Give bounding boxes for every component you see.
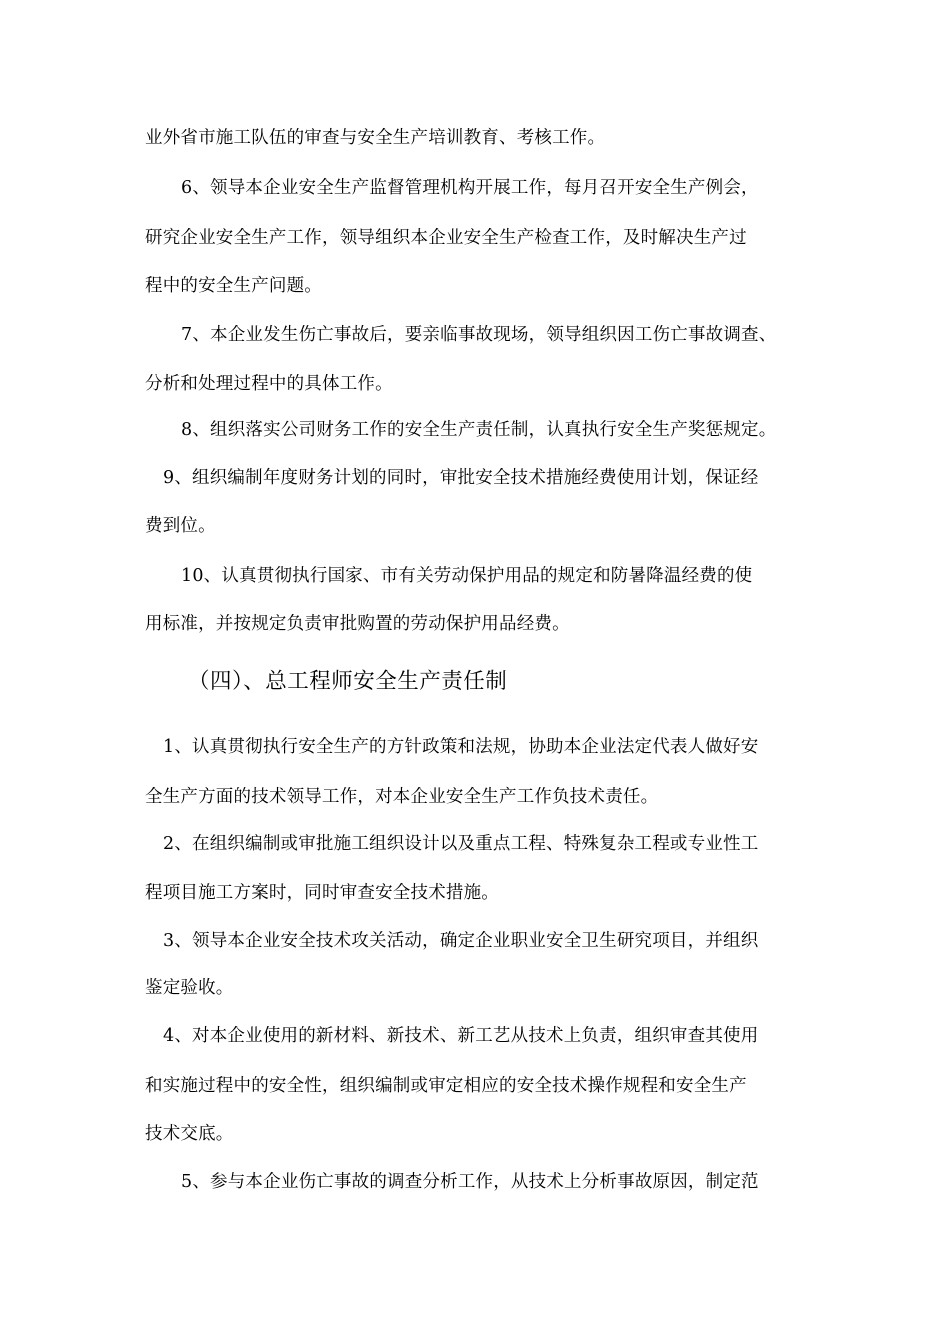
text-line-8: 9、组织编制年度财务计划的同时，审批安全技术措施经费使用计划，保证经: [163, 468, 759, 488]
text-line-4: 程中的安全生产问题。: [145, 276, 322, 296]
section-line-6: 鉴定验收。: [145, 978, 234, 998]
section-line-1: 1、认真贯彻执行安全生产的方针政策和法规，协助本企业法定代表人做好安: [163, 737, 759, 757]
text-line-1: 业外省市施工队伍的审查与安全生产培训教育、考核工作。: [145, 128, 606, 148]
section-heading: （四）、总工程师安全生产责任制: [188, 669, 508, 694]
section-line-3: 2、在组织编制或审批施工组织设计以及重点工程、特殊复杂工程或专业性工: [163, 834, 759, 854]
text-line-9: 费到位。: [145, 516, 216, 536]
section-line-4: 程项目施工方案时，同时审查安全技术措施。: [145, 883, 499, 903]
text-line-5: 7、本企业发生伤亡事故后，要亲临事故现场，领导组织因工伤亡事故调查、: [181, 325, 777, 345]
section-line-8: 和实施过程中的安全性，组织编制或审定相应的安全技术操作规程和安全生产: [145, 1076, 747, 1096]
text-line-2: 6、领导本企业安全生产监督管理机构开展工作，每月召开安全生产例会，: [181, 178, 759, 198]
section-line-5: 3、领导本企业安全技术攻关活动，确定企业职业安全卫生研究项目，并组织: [163, 931, 759, 951]
text-line-11: 用标准，并按规定负责审批购置的劳动保护用品经费。: [145, 614, 570, 634]
section-line-2: 全生产方面的技术领导工作，对本企业安全生产工作负技术责任。: [145, 787, 659, 807]
text-line-7: 8、组织落实公司财务工作的安全生产责任制，认真执行安全生产奖惩规定。: [181, 420, 777, 440]
text-line-3: 研究企业安全生产工作，领导组织本企业安全生产检查工作，及时解决生产过: [145, 228, 747, 248]
text-line-10: 10、认真贯彻执行国家、市有关劳动保护用品的规定和防暑降温经费的使: [181, 566, 753, 586]
section-line-9: 技术交底。: [145, 1124, 234, 1144]
section-line-7: 4、对本企业使用的新材料、新技术、新工艺从技术上负责，组织审查其使用: [163, 1026, 759, 1046]
section-line-10: 5、参与本企业伤亡事故的调查分析工作，从技术上分析事故原因，制定范: [181, 1172, 759, 1192]
text-line-6: 分析和处理过程中的具体工作。: [145, 374, 393, 394]
